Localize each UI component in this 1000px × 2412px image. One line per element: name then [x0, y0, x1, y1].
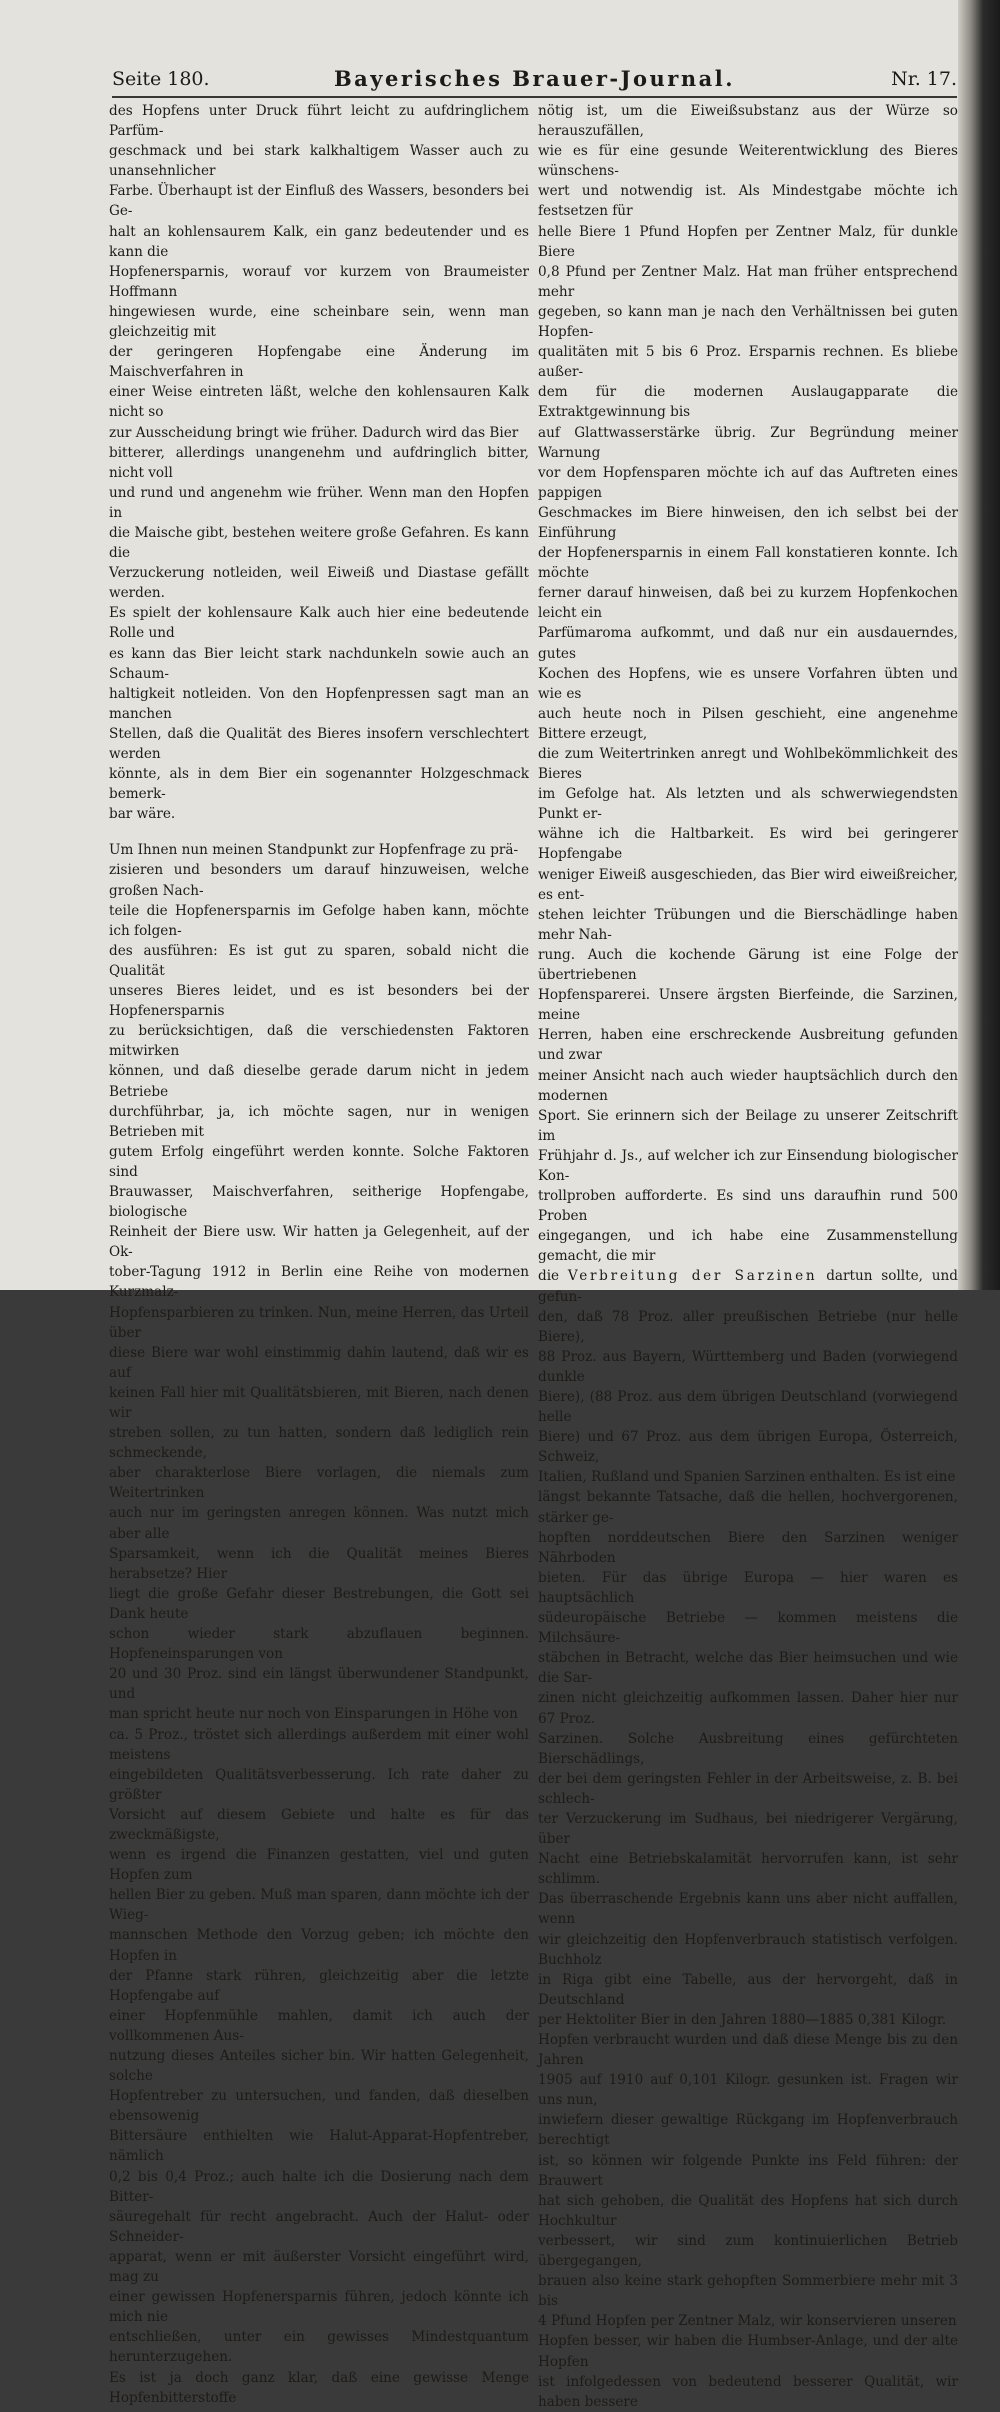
book-spine-edge: [958, 0, 1000, 1290]
right-column: [538, 101, 958, 2412]
journal-title: Bayerisches Brauer-Journal.: [333, 66, 736, 91]
left-column: [109, 101, 529, 2408]
left-paragraph-2: Um Ihnen nun meinen Standpunkt zur Hopfenfrage zu prä- zisieren und besonders um darauf hinzuweisen, welche großen Nach- teile die Hopfenersparnis im Gefolge haben kann, möchte ich folgen- des ausführen: Es ist gut zu sparen, sobald nicht die Qualität unseres Bieres leidet, und es ist besonders bei der Hopfenersparnis zu berücksichtigen, daß die verschiedensten Faktoren mitwirken können, und daß dieselbe gerade darum nicht in jedem Betriebe durchführbar, ja, ich möchte sagen, nur in wenigen Betrieben mit gutem Erfolg eingeführt werden konnte. Solche Faktoren sind Brauwasser, Maischverfahren, seitherige Hopfengabe, biologische Reinheit der Biere usw. Wir hatten ja Gelegenheit, auf der Ok- tober-Tagung 1912 in Berlin eine Reihe von modernen Kurzmalz- Hopfensparbieren zu trinken. Nun, meine Herren, das Urteil über diese Biere war wohl einstimmig dahin lautend, daß wir es auf keinen Fall hier mit Qualitätsbieren, mit Bieren, nach denen wir streben sollen, zu tun hatten, sondern daß lediglich rein schmeckende, aber charakterlose Biere vorlagen, die niemals zum Weitertrinken auch nur im geringsten anregen können. Was nutzt mich aber alle Sparsamkeit, wenn ich die Qualität meines Bieres herabsetze? Hier liegt die große Gefahr dieser Bestrebungen, die Gott sei Dank heute schon wieder stark abzuflauen beginnen. Hopfeneinsparungen von 20 und 30 Proz. sind ein längst überwundener Standpunkt, und man spricht heute nur noch von Einsparungen in Höhe von ca. 5 Proz., tröstet sich allerdings außerdem mit einer wohl meistens eingebildeten Qualitätsverbesserung. Ich rate daher zu größter Vorsicht auf diesem Gebiete und halte es für das zweckmäßigste, wenn es irgend die Finanzen gestatten, viel und guten Hopfen zum hellen Bier zu geben. Muß man sparen, dann möchte ich der Wieg- mannschen Methode den Vorzug geben; ich möchte den Hopfen in der Pfanne stark rühren, gleichzeitig aber die letzte Hopfengabe auf einer Hopfenmühle mahlen, damit ich auch der vollkommenen Aus- nutzung dieses Anteiles sicher bin. Wir hatten Gelegenheit, solche Hopfentreber zu untersuchen, und fanden, daß dieselben ebensowenig Bittersäure enthielten wie Halut-Apparat-Hopfentreber, nämlich 0,2 bis 0,4 Proz.; auch halte ich die Dosierung nach dem Bitter- säuregehalt für recht angebracht. Auch der Halut- oder Schneider- apparat, wenn er mit äußerster Vorsicht eingeführt wird, mag zu einer gewissen Hopfenersparnis führen, jedoch könnte ich mich nie entschließen, unter ein gewisses Mindestquantum herunterzugehen. Es ist ja doch ganz klar, daß eine gewisse Menge Hopfenbitterstoffe: [109, 842, 529, 2406]
right-text-part-2: dartun sollte, und gefun- den, daß 78 Proz. aller preußischen Betriebe (nur helle Biere), 88 Proz. aus Bayern, Württemberg und Baden (vorwiegend dunkle Biere), (88 Proz. aus dem übrigen Deutschland (vorwiegend helle Biere) und 67 Proz. aus dem übrigen Europa, Österreich, Schweiz, Italien, Rußland und Spanien Sarzinen enthalten. Es ist eine längst bekannte Tatsache, daß die hellen, hochvergorenen, stärker ge- hopften norddeutschen Biere den Sarzinen weniger Nährboden bieten. Für das übrige Europa — hier waren es hauptsächlich südeuropäische Betriebe — kommen meistens die Milchsäure- stäbchen in Betracht, welche das Bier heimsuchen und wie die Sar- zinen nicht gleichzeitig aufkommen lassen. Daher hier nur 67 Proz. Sarzinen. Solche Ausbreitung eines gefürchteten Bierschädlings, der bei dem geringsten Fehler in der Arbeitsweise, z. B. bei schlech- ter Verzuckerung im Sudhaus, bei niedrigerer Vergärung, über Nacht eine Betriebskalamität hervorrufen kann, ist sehr schlimm. Das überraschende Ergebnis kann uns aber nicht auffallen, wenn wir gleichzeitig den Hopfenverbrauch statistisch verfolgen. Buchholz in Riga gibt eine Tabelle, aus der hervorgeht, daß in Deutschland per Hektoliter Bier in den Jahren 1880—1885 0,381 Kilogr. Hopfen verbraucht wurden und daß diese Menge bis zu den Jahren 1905 auf 1910 auf 0,101 Kilogr. gesunken ist. Fragen wir uns nun, inwiefern dieser gewaltige Rückgang im Hopfenverbrauch berechtigt ist, so können wir folgende Punkte ins Feld führen: der Brauwert hat sich gehoben, die Qualität des Hopfens hat sich durch Hochkultur verbessert, wir sind zum kontinuierlichen Betrieb übergegangen, brauen also keine stark gehopften Sommerbiere mehr mit 3 bis 4 Pfund Hopfen per Zentner Malz, wir konservieren unseren Hopfen besser, wir haben die Humbser-Anlage, und der alte Hopfen ist infolgedessen von bedeutend besserer Qualität, wir haben bessere: [538, 1268, 958, 2410]
page-header: [112, 64, 957, 98]
right-paragraph: [538, 101, 958, 2412]
page-number: Seite 180.: [112, 68, 210, 90]
left-paragraph-1: des Hopfens unter Druck führt leicht zu aufdringlichem Parfüm- geschmack und bei stark kalkhaltigem Wasser auch zu unansehnlicher Farbe. Überhaupt ist der Einfluß des Wassers, besonders bei Ge- halt an kohlensaurem Kalk, ein ganz bedeutender und es kann die Hopfenersparnis, worauf vor kurzem von Braumeister Hoffmann hingewiesen wurde, eine scheinbare sein, wenn man gleichzeitig mit der geringeren Hopfengabe eine Änderung im Maischverfahren in einer Weise eintreten läßt, welche den kohlensauren Kalk nicht so zur Ausscheidung bringt wie früher. Dadurch wird das Bier bitterer, allerdings unangenehm und aufdringlich bitter, nicht voll und rund und angenehm wie früher. Wenn man den Hopfen in die Maische gibt, bestehen weitere große Gefahren. Es kann die Verzuckerung notleiden, weil Eiweiß und Diastase gefällt werden. Es spielt der kohlensaure Kalk auch hier eine bedeutende Rolle und es kann das Bier leicht stark nachdunkeln sowie auch an Schaum- haltigkeit notleiden. Von den Hopfenpressen sagt man an manchen Stellen, daß die Qualität des Bieres insofern verschlechtert werden könnte, als in dem Bier ein sogenannter Holzgeschmack bemerk- bar wäre.: [109, 103, 529, 823]
spaced-emphasis: Verbreitung der Sarzinen: [567, 1268, 818, 1285]
issue-number: Nr. 17.: [891, 68, 957, 90]
right-text-part-1: nötig ist, um die Eiweißsubstanz aus der Würze so herauszufällen, wie es für eine gesunde Weiterentwicklung des Bieres wünschens- wert und notwendig ist. Als Mindestgabe möchte ich festsetzen für helle Biere 1 Pfund Hopfen per Zentner Malz, für dunkle Biere 0,8 Pfund per Zentner Malz. Hat man früher entsprechend mehr gegeben, so kann man je nach den Verhältnissen bei guten Hopfen- qualitäten mit 5 bis 6 Proz. Ersparnis rechnen. Es bliebe außer- dem für die modernen Auslaugapparate die Extraktgewinnung bis auf Glattwasserstärke übrig. Zur Begründung meiner Warnung vor dem Hopfensparen möchte ich auf das Auftreten eines pappigen Geschmackes im Biere hinweisen, den ich selbst bei der Einführung der Hopfenersparnis in einem Fall konstatieren konnte. Ich möchte ferner darauf hinweisen, daß bei zu kurzem Hopfenkochen leicht ein Parfümaroma aufkommt, und daß nur ein ausdauerndes, gutes Kochen des Hopfens, wie es unsere Vorfahren übten und wie es auch heute noch in Pilsen geschieht, eine angenehme Bittere erzeugt, die zum Weitertrinken anregt und Wohlbekömmlichkeit des Bieres im Gefolge hat. Als letzten und als schwerwiegendsten Punkt er- wähne ich die Haltbarkeit. Es wird bei geringerer Hopfengabe weniger Eiweiß ausgeschieden, das Bier wird eiweißreicher, es ent- stehen leichter Trübungen und die Bierschädlinge haben mehr Nah- rung. Auch die kochende Gärung ist eine Folge der übertriebenen Hopfensparerei. Unsere ärgsten Bierfeinde, die Sarzinen, meine Herren, haben eine erschreckende Ausbreitung gefunden und zwar meiner Ansicht nach auch wieder hauptsächlich durch den modernen Sport. Sie erinnern sich der Beilage zu unserer Zeitschrift im Frühjahr d. Js., auf welcher ich zur Einsendung biologischer Kon- trollproben aufforderte. Es sind uns daraufhin rund 500 Proben eingegangen, und ich habe eine Zusammenstellung gemacht, die mir die: [538, 103, 958, 1285]
header-rule: [112, 96, 957, 98]
